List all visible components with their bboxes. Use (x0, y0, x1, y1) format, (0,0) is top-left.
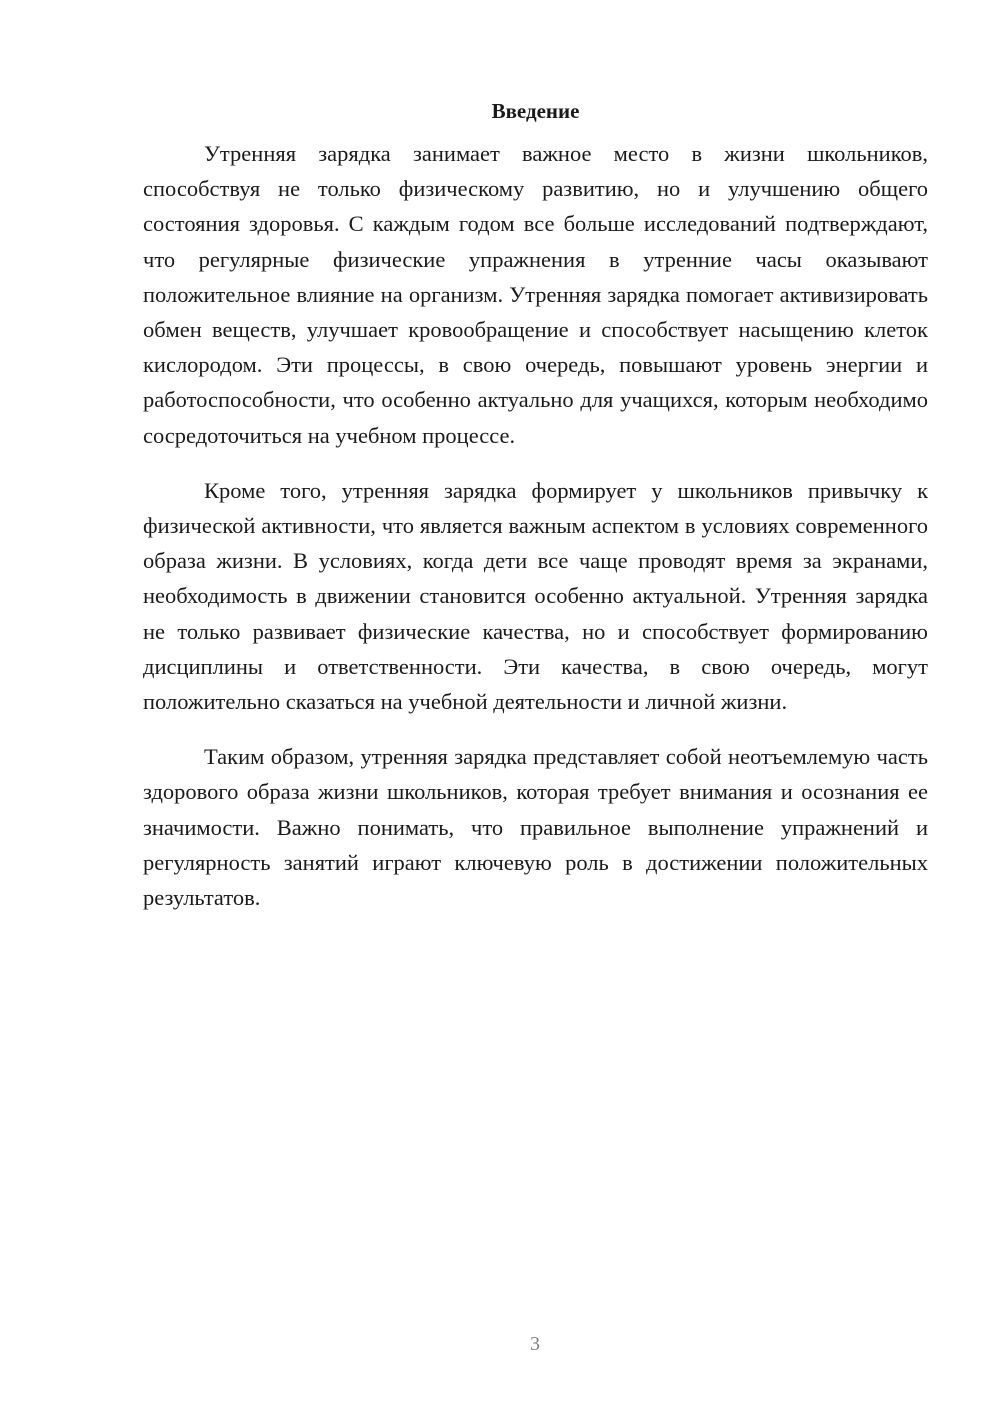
paragraph-1: Утренняя зарядка занимает важное место в жизни школьников, способствуя не только физическому развитию, но и улучшению общего состояния здоровья. С каждым годом все больше исследований подтверждают, что регулярные физические упражнения в утренние часы оказывают положительное влияние на организм. Утренняя зарядка помогает активизировать обмен веществ, улучшает кровообращение и способствует насыщению клеток кислородом. Эти процессы, в свою очередь, повышают уровень энергии и работоспособности, что особенно актуально для учащихся, которым необходимо сосредоточиться на учебном процессе. (143, 141, 928, 448)
paragraph-3: Таким образом, утренняя зарядка представляет собой неотъемлемую часть здорового образа жизни школьников, которая требует внимания и осознания ее значимости. Важно понимать, что правильное выполнение упражнений и регулярность занятий играют ключевую роль в достижении положительных результатов. (143, 744, 928, 911)
page-content (143, 96, 928, 935)
section-title: Введение (491, 99, 580, 123)
paragraph-2: Кроме того, утренняя зарядка формирует у школьников привычку к физической активности, что является важным аспектом в условиях современного образа жизни. В условиях, когда дети все чаще проводят время за экранами, необходимость в движении становится особенно актуальной. Утренняя зарядка не только развивает физические качества, но и способствует формированию дисциплины и ответственности. Эти качества, в свою очередь, могут положительно сказаться на учебной деятельности и личной жизни. (143, 477, 928, 715)
page-number: 3 (530, 1333, 540, 1355)
